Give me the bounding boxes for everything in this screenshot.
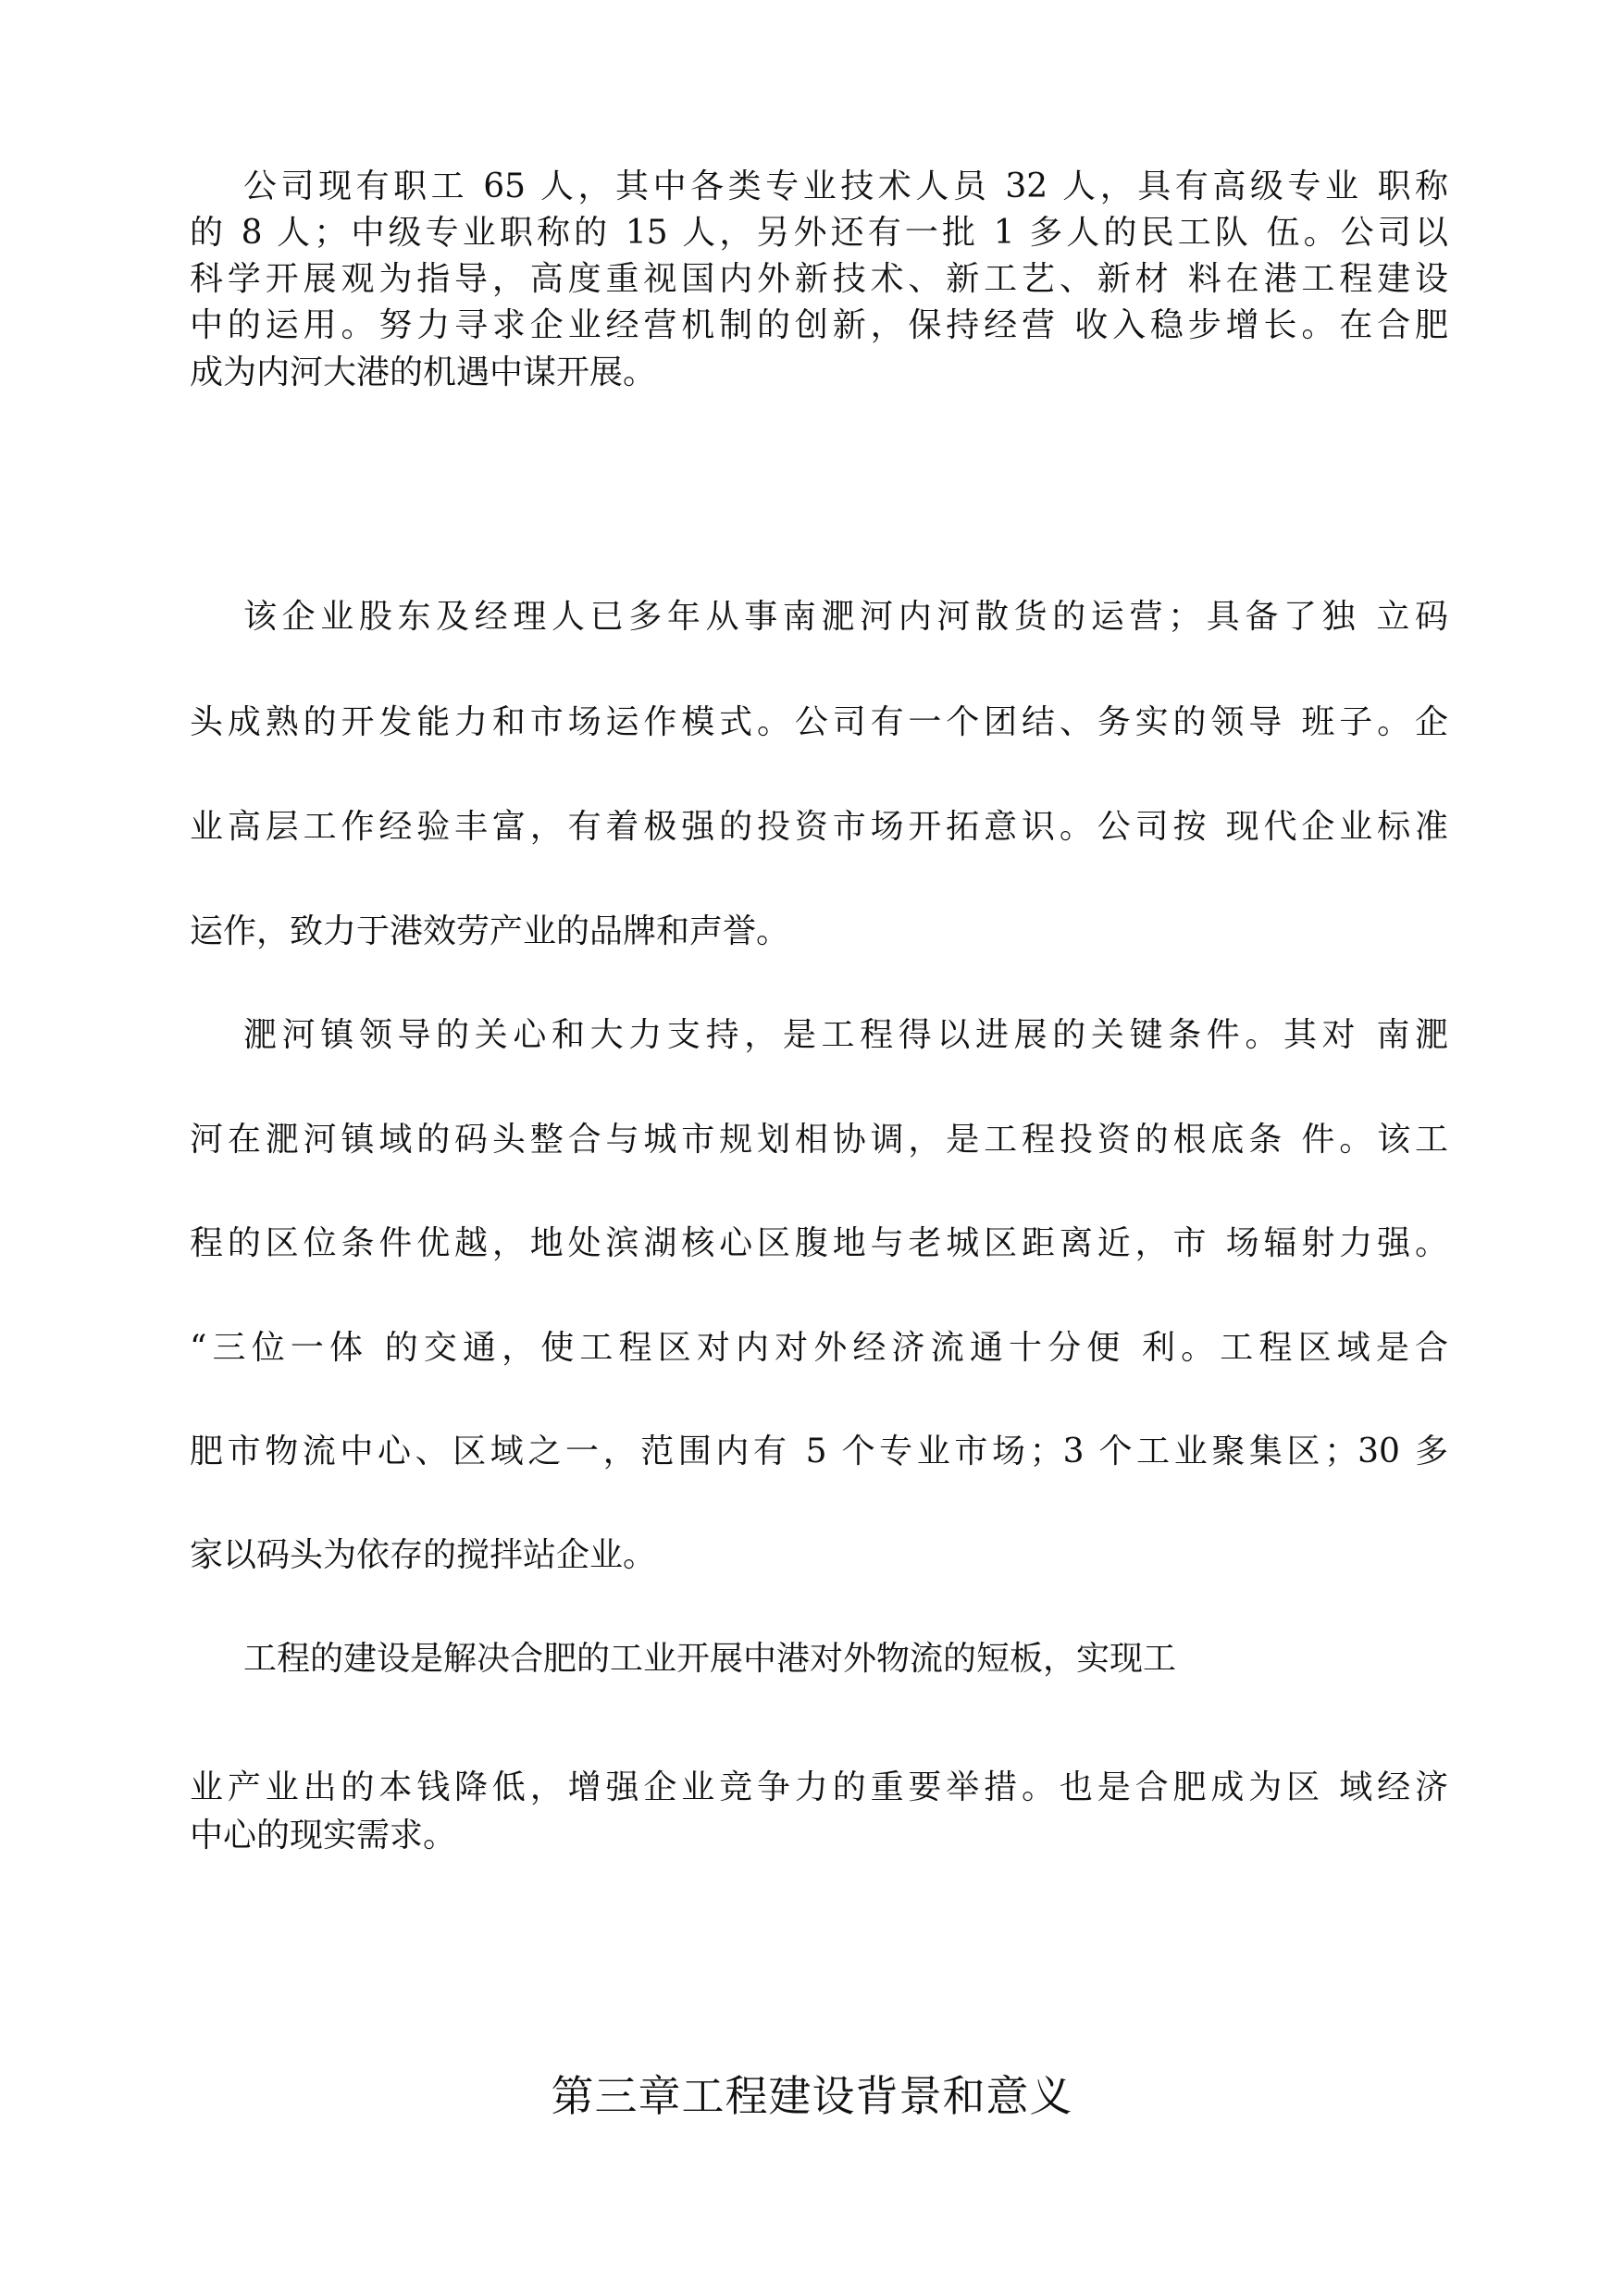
paragraph-line: 程的区位条件优越，地处滨湖核心区腹地与老城区距离近，市 场辐射力强。 [190, 1224, 1448, 1262]
paragraph-line: 科学开展观为指导，高度重视国内外新技术、新工艺、新材 料在港工程建设 [190, 260, 1448, 298]
paragraph-line: 公司现有职工 65 人，其中各类专业技术人员 32 人，具有高级专业 职称 [243, 167, 1448, 205]
paragraph-line: 业高层工作经验丰富，有着极强的投资市场开拓意识。公司按 现代企业标准 [190, 808, 1448, 846]
paragraph-line: 的 8 人；中级专业职称的 15 人，另外还有一批 1 多人的民工队 伍。公司以 [190, 214, 1448, 252]
paragraph-line: 中心的现实需求。 [190, 1817, 457, 1855]
chapter-title: 第三章工程建设背景和意义 [551, 2071, 1073, 2121]
paragraph-line: 家以码头为依存的搅拌站企业。 [190, 1536, 657, 1574]
paragraph-line: 肥市物流中心、区域之一，范围内有 5 个专业市场；3 个工业聚集区；30 多 [190, 1433, 1448, 1470]
paragraph-line: “三位一体 的交通，使工程区对内对外经济流通十分便 利。工程区域是合 [190, 1329, 1448, 1367]
paragraph-line: 成为内河大港的机遇中谋开展。 [190, 354, 657, 391]
paragraph-line: 工程的建设是解决合肥的工业开展中港对外物流的短板，实现工 [243, 1640, 1177, 1678]
paragraph-line: 该企业股东及经理人已多年从事南淝河内河散货的运营；具备了独 立码 [243, 598, 1448, 636]
paragraph-line: 运作，致力于港效劳产业的品牌和声誉。 [190, 912, 790, 950]
paragraph-line: 河在淝河镇域的码头整合与城市规划相协调，是工程投资的根底条 件。该工 [190, 1121, 1448, 1159]
paragraph-line: 中的运用。努力寻求企业经营机制的创新，保持经营 收入稳步增长。在合肥 [190, 306, 1448, 344]
paragraph-line: 头成熟的开发能力和市场运作模式。公司有一个团结、务实的领导 班子。企 [190, 703, 1448, 741]
paragraph-line: 淝河镇领导的关心和大力支持，是工程得以进展的关键条件。其对 南淝 [243, 1016, 1448, 1054]
paragraph-line: 业产业出的本钱降低，增强企业竞争力的重要举措。也是合肥成为区 域经济 [190, 1768, 1448, 1806]
